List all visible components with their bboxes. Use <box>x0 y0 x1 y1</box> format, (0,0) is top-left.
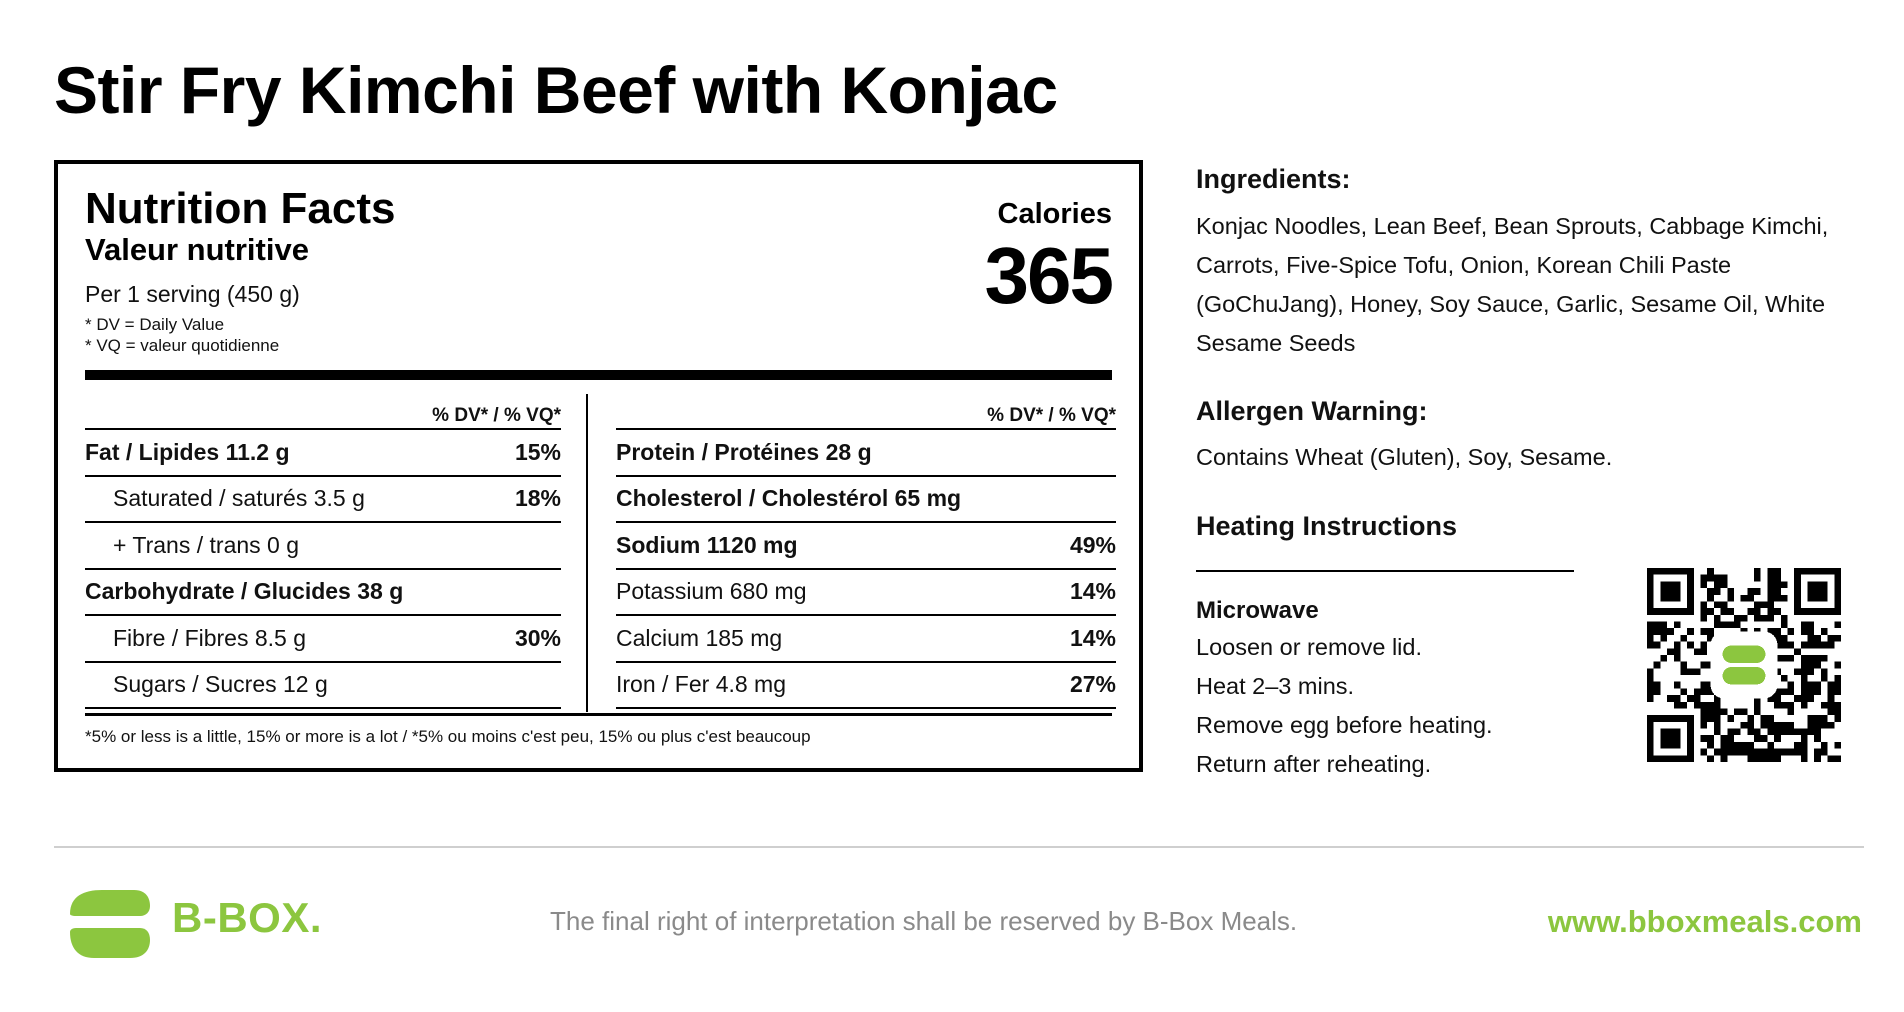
nutrient-label: Iron / Fer 4.8 mg <box>616 671 787 698</box>
heating-step: Return after reheating. <box>1196 751 1432 777</box>
nutrient-label: Calcium 185 mg <box>616 624 783 651</box>
disclaimer-text: The final right of interpretation shall be reserved by B-Box Meals. <box>550 906 1298 936</box>
nutrient-label: Protein / Protéines 28 g <box>616 438 872 465</box>
calories-label: Calories <box>997 198 1112 230</box>
microwave-heading: Microwave <box>1196 597 1319 624</box>
nutrient-label: Sugars / Sucres 12 g <box>113 671 328 698</box>
nutrient-label: Carbohydrate / Glucides 38 g <box>85 578 404 605</box>
nutrient-row-potassium <box>616 570 1116 617</box>
nutrient-percent: 15% <box>514 438 561 465</box>
nutrient-row-calcium <box>616 616 1116 663</box>
nutrition-facts-heading: Nutrition Facts <box>85 184 396 233</box>
nutrient-percent: 27% <box>1069 671 1116 698</box>
website-link[interactable]: www.bboxmeals.com <box>1547 904 1862 939</box>
heating-step: Heat 2–3 mins. <box>1196 673 1355 699</box>
dv-column-header: % DV* / % VQ* <box>85 390 561 430</box>
nutrient-label: Sodium 1120 mg <box>616 531 798 558</box>
heating-steps <box>1196 628 1493 784</box>
calories-value: 365 <box>984 231 1112 320</box>
nutrient-row-trans <box>85 523 561 570</box>
nutrient-percent: 14% <box>1069 624 1116 651</box>
footer-divider <box>54 846 1864 848</box>
nutrient-percent: 30% <box>514 624 561 651</box>
nutrient-row-fibre <box>85 616 561 663</box>
nutrient-column-left <box>85 390 561 709</box>
column-divider <box>586 394 588 712</box>
brand-name: B-BOX. <box>172 894 322 941</box>
nutrient-column-right <box>616 390 1116 709</box>
nutrient-row-sodium <box>616 523 1116 570</box>
bbox-logo-icon <box>64 884 152 962</box>
dv-footnote: *5% or less is a little, 15% or more is a lot / *5% ou moins c'est peu, 15% ou plus c'est beaucoup <box>85 727 811 746</box>
nutrient-row-saturated <box>85 477 561 524</box>
nutrient-row-fat <box>85 430 561 477</box>
nutrient-label: Fibre / Fibres 8.5 g <box>113 624 307 651</box>
nutrient-percent: 18% <box>514 485 561 512</box>
nutrient-row-iron <box>616 663 1116 710</box>
allergen-text: Contains Wheat (Gluten), Soy, Sesame. <box>1196 444 1613 470</box>
dv-column-header: % DV* / % VQ* <box>616 390 1116 430</box>
nutrient-label: + Trans / trans 0 g <box>113 531 300 558</box>
serving-size: Per 1 serving (450 g) <box>85 281 300 307</box>
footnote-divider <box>85 713 1112 716</box>
heating-step: Loosen or remove lid. <box>1196 634 1422 660</box>
allergen-heading: Allergen Warning: <box>1196 396 1428 426</box>
nutrient-percent: 14% <box>1069 578 1116 605</box>
nutrient-row-sugars <box>85 663 561 710</box>
heating-divider <box>1196 570 1574 572</box>
qr-code-icon[interactable] <box>1647 568 1841 762</box>
ingredients-heading: Ingredients: <box>1196 164 1351 194</box>
nutrition-facts-panel <box>54 160 1143 772</box>
vq-note: * VQ = valeur quotidienne <box>85 336 280 355</box>
nutrient-label: Saturated / saturés 3.5 g <box>113 485 365 512</box>
nutrition-facts-subheading: Valeur nutritive <box>85 232 309 267</box>
nutrient-row-cholesterol <box>616 477 1116 524</box>
heating-heading: Heating Instructions <box>1196 511 1458 541</box>
product-title: Stir Fry Kimchi Beef with Konjac <box>54 53 1058 127</box>
thick-divider <box>85 370 1112 380</box>
nutrient-row-carbohydrate <box>85 570 561 617</box>
nutrient-row-protein <box>616 430 1116 477</box>
heating-step: Remove egg before heating. <box>1196 712 1493 738</box>
ingredients-list: Konjac Noodles, Lean Beef, Bean Sprouts, Cabbage Kimchi, Carrots, Five-Spice Tofu, Onion, Korean Chili Paste (GoChuJang), Honey, Soy Sauce, Garlic, Sesame Oil, White Sesame Seeds <box>1196 213 1829 356</box>
dv-note: * DV = Daily Value <box>85 315 225 334</box>
nutrient-label: Fat / Lipides 11.2 g <box>85 438 290 465</box>
nutrient-label: Potassium 680 mg <box>616 578 807 605</box>
nutrient-percent: 49% <box>1069 531 1116 558</box>
nutrient-label: Cholesterol / Cholestérol 65 mg <box>616 485 962 512</box>
